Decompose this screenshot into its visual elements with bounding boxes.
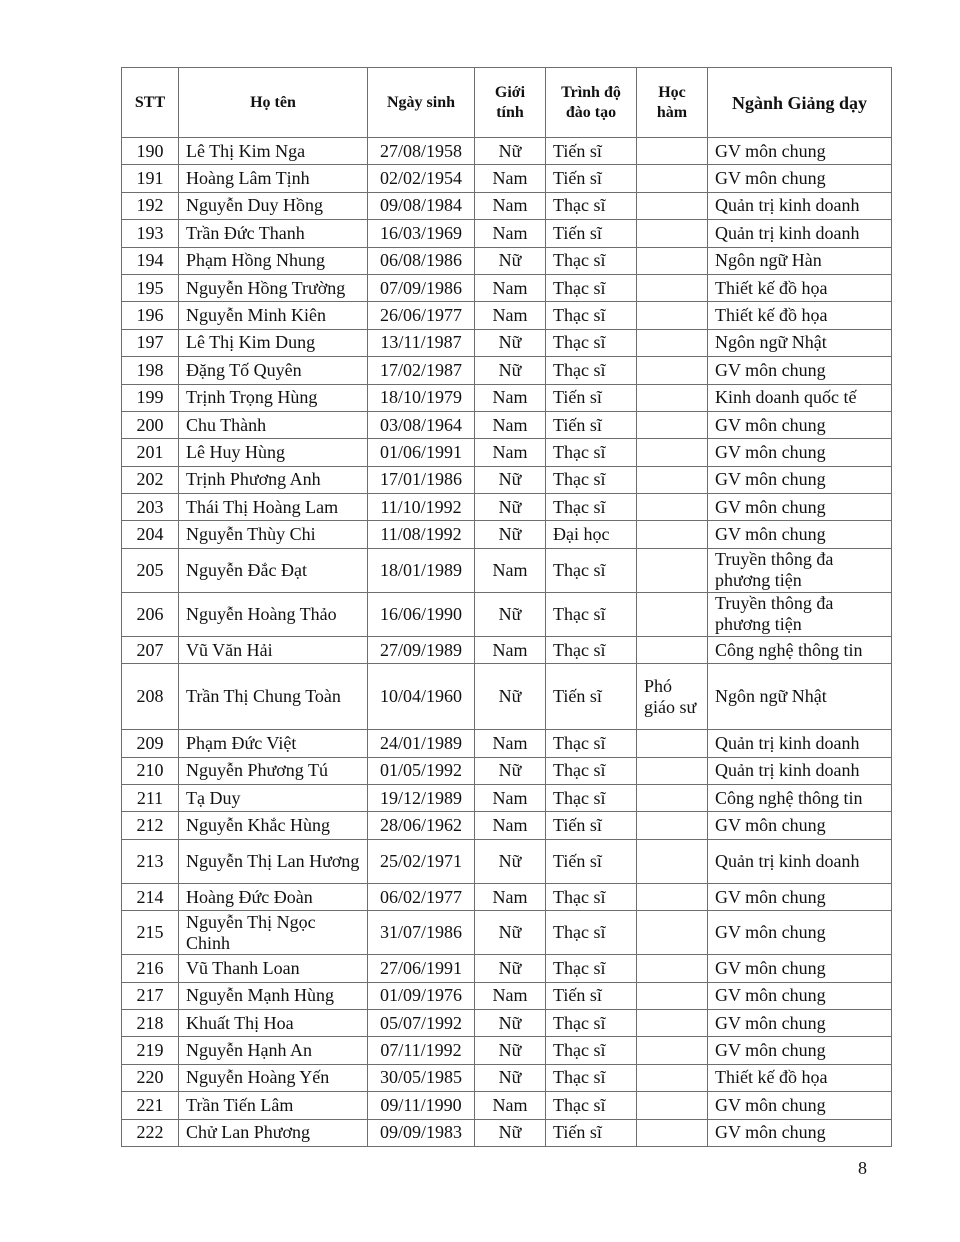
degree-cell: Thạc sĩ bbox=[546, 785, 637, 812]
table-row bbox=[122, 521, 892, 548]
field-cell: GV môn chung bbox=[708, 1119, 892, 1146]
name-cell: Vũ Thanh Loan bbox=[179, 955, 368, 982]
table-row bbox=[122, 812, 892, 839]
gender-cell: Nam bbox=[475, 883, 546, 910]
name-cell: Khuất Thị Hoa bbox=[179, 1009, 368, 1036]
degree-cell: Thạc sĩ bbox=[546, 1064, 637, 1091]
academic-title-cell bbox=[637, 220, 708, 247]
academic-title-cell bbox=[637, 411, 708, 438]
academic-title-cell bbox=[637, 384, 708, 411]
dob-cell: 02/02/1954 bbox=[368, 165, 475, 192]
dob-cell: 09/09/1983 bbox=[368, 1119, 475, 1146]
degree-cell: Thạc sĩ bbox=[546, 592, 637, 636]
table-body bbox=[122, 138, 892, 1147]
academic-title-cell bbox=[637, 466, 708, 493]
table-row bbox=[122, 757, 892, 784]
table-row bbox=[122, 730, 892, 757]
name-cell: Nguyễn Hồng Trường bbox=[179, 274, 368, 301]
gender-cell: Nam bbox=[475, 785, 546, 812]
stt-cell: 212 bbox=[122, 812, 179, 839]
degree-cell: Thạc sĩ bbox=[546, 955, 637, 982]
field-cell: GV môn chung bbox=[708, 1009, 892, 1036]
academic-title-cell bbox=[637, 1064, 708, 1091]
staff-table bbox=[121, 67, 892, 1147]
stt-cell: 215 bbox=[122, 911, 179, 955]
dob-cell: 26/06/1977 bbox=[368, 302, 475, 329]
stt-cell: 219 bbox=[122, 1037, 179, 1064]
name-cell: Hoàng Đức Đoàn bbox=[179, 883, 368, 910]
dob-cell: 07/11/1992 bbox=[368, 1037, 475, 1064]
gender-cell: Nam bbox=[475, 439, 546, 466]
dob-cell: 05/07/1992 bbox=[368, 1009, 475, 1036]
stt-cell: 214 bbox=[122, 883, 179, 910]
table-row bbox=[122, 664, 892, 730]
name-cell: Đặng Tố Quyên bbox=[179, 357, 368, 384]
stt-cell: 209 bbox=[122, 730, 179, 757]
degree-cell: Tiến sĩ bbox=[546, 384, 637, 411]
field-cell: Quản trị kinh doanh bbox=[708, 730, 892, 757]
table-header-row bbox=[122, 68, 892, 138]
table-row bbox=[122, 302, 892, 329]
academic-title-cell bbox=[637, 757, 708, 784]
stt-cell: 193 bbox=[122, 220, 179, 247]
table-row bbox=[122, 439, 892, 466]
stt-cell: 203 bbox=[122, 494, 179, 521]
stt-cell: 221 bbox=[122, 1092, 179, 1119]
degree-cell: Tiến sĩ bbox=[546, 220, 637, 247]
gender-cell: Nam bbox=[475, 636, 546, 663]
degree-cell: Tiến sĩ bbox=[546, 812, 637, 839]
dob-cell: 16/03/1969 bbox=[368, 220, 475, 247]
dob-cell: 19/12/1989 bbox=[368, 785, 475, 812]
degree-cell: Thạc sĩ bbox=[546, 548, 637, 592]
degree-cell: Thạc sĩ bbox=[546, 274, 637, 301]
table-row bbox=[122, 1064, 892, 1091]
table-row bbox=[122, 494, 892, 521]
degree-cell: Tiến sĩ bbox=[546, 839, 637, 883]
dob-cell: 06/02/1977 bbox=[368, 883, 475, 910]
academic-title-cell bbox=[637, 548, 708, 592]
degree-cell: Tiến sĩ bbox=[546, 165, 637, 192]
degree-cell: Thạc sĩ bbox=[546, 1009, 637, 1036]
table-row bbox=[122, 955, 892, 982]
dob-cell: 24/01/1989 bbox=[368, 730, 475, 757]
name-cell: Nguyễn Phương Tú bbox=[179, 757, 368, 784]
stt-cell: 217 bbox=[122, 982, 179, 1009]
name-cell: Lê Huy Hùng bbox=[179, 439, 368, 466]
table-row bbox=[122, 1037, 892, 1064]
gender-cell: Nữ bbox=[475, 839, 546, 883]
gender-cell: Nữ bbox=[475, 466, 546, 493]
field-cell: GV môn chung bbox=[708, 521, 892, 548]
stt-cell: 210 bbox=[122, 757, 179, 784]
academic-title-cell bbox=[637, 955, 708, 982]
dob-cell: 17/02/1987 bbox=[368, 357, 475, 384]
field-cell: GV môn chung bbox=[708, 165, 892, 192]
name-cell: Nguyễn Duy Hồng bbox=[179, 192, 368, 219]
academic-title-cell bbox=[637, 1119, 708, 1146]
degree-cell: Thạc sĩ bbox=[546, 247, 637, 274]
table-row bbox=[122, 839, 892, 883]
field-cell: Kinh doanh quốc tế bbox=[708, 384, 892, 411]
gender-cell: Nữ bbox=[475, 664, 546, 730]
dob-cell: 01/09/1976 bbox=[368, 982, 475, 1009]
dob-cell: 27/08/1958 bbox=[368, 138, 475, 165]
field-cell: Thiết kế đồ họa bbox=[708, 274, 892, 301]
name-cell: Nguyễn Hoàng Yến bbox=[179, 1064, 368, 1091]
stt-cell: 207 bbox=[122, 636, 179, 663]
stt-cell: 205 bbox=[122, 548, 179, 592]
header-dob: Ngày sinh bbox=[368, 68, 475, 138]
table-row bbox=[122, 1092, 892, 1119]
name-cell: Vũ Văn Hải bbox=[179, 636, 368, 663]
gender-cell: Nam bbox=[475, 192, 546, 219]
dob-cell: 01/06/1991 bbox=[368, 439, 475, 466]
field-cell: Quản trị kinh doanh bbox=[708, 220, 892, 247]
degree-cell: Thạc sĩ bbox=[546, 636, 637, 663]
stt-cell: 197 bbox=[122, 329, 179, 356]
stt-cell: 191 bbox=[122, 165, 179, 192]
academic-title-cell bbox=[637, 1009, 708, 1036]
table-row bbox=[122, 165, 892, 192]
dob-cell: 28/06/1962 bbox=[368, 812, 475, 839]
gender-cell: Nữ bbox=[475, 757, 546, 784]
name-cell: Lê Thị Kim Dung bbox=[179, 329, 368, 356]
dob-cell: 01/05/1992 bbox=[368, 757, 475, 784]
table-row bbox=[122, 384, 892, 411]
name-cell: Nguyễn Đắc Đạt bbox=[179, 548, 368, 592]
academic-title-cell bbox=[637, 1037, 708, 1064]
table-row bbox=[122, 636, 892, 663]
dob-cell: 13/11/1987 bbox=[368, 329, 475, 356]
table-row bbox=[122, 1119, 892, 1146]
stt-cell: 199 bbox=[122, 384, 179, 411]
field-cell: GV môn chung bbox=[708, 411, 892, 438]
degree-cell: Thạc sĩ bbox=[546, 494, 637, 521]
header-gender-line2: tính bbox=[496, 103, 524, 121]
degree-cell: Tiến sĩ bbox=[546, 411, 637, 438]
academic-title-cell bbox=[637, 357, 708, 384]
stt-cell: 204 bbox=[122, 521, 179, 548]
gender-cell: Nam bbox=[475, 982, 546, 1009]
table-row bbox=[122, 192, 892, 219]
field-cell: GV môn chung bbox=[708, 1092, 892, 1119]
degree-cell: Thạc sĩ bbox=[546, 1037, 637, 1064]
dob-cell: 18/01/1989 bbox=[368, 548, 475, 592]
academic-title-cell bbox=[637, 439, 708, 466]
field-cell: Ngôn ngữ Nhật bbox=[708, 329, 892, 356]
field-cell: GV môn chung bbox=[708, 812, 892, 839]
dob-cell: 17/01/1986 bbox=[368, 466, 475, 493]
gender-cell: Nam bbox=[475, 165, 546, 192]
gender-cell: Nữ bbox=[475, 1064, 546, 1091]
degree-cell: Thạc sĩ bbox=[546, 1092, 637, 1119]
gender-cell: Nữ bbox=[475, 1009, 546, 1036]
header-field: Ngành Giảng dạy bbox=[708, 68, 892, 138]
gender-cell: Nam bbox=[475, 548, 546, 592]
dob-cell: 03/08/1964 bbox=[368, 411, 475, 438]
academic-title-cell bbox=[637, 494, 708, 521]
table-row bbox=[122, 592, 892, 636]
table-row bbox=[122, 411, 892, 438]
header-degree bbox=[546, 68, 637, 138]
field-cell: Ngôn ngữ Nhật bbox=[708, 664, 892, 730]
table-row bbox=[122, 785, 892, 812]
header-degree-line1: Trình độ bbox=[561, 83, 621, 101]
table-row bbox=[122, 274, 892, 301]
header-title-line1: Học bbox=[658, 83, 686, 101]
name-cell: Trần Tiến Lâm bbox=[179, 1092, 368, 1119]
academic-title-cell: Phó giáo sư bbox=[637, 664, 708, 730]
gender-cell: Nữ bbox=[475, 521, 546, 548]
stt-cell: 222 bbox=[122, 1119, 179, 1146]
table-row bbox=[122, 548, 892, 592]
gender-cell: Nam bbox=[475, 812, 546, 839]
name-cell: Hoàng Lâm Tịnh bbox=[179, 165, 368, 192]
dob-cell: 31/07/1986 bbox=[368, 911, 475, 955]
gender-cell: Nam bbox=[475, 274, 546, 301]
degree-cell: Thạc sĩ bbox=[546, 883, 637, 910]
stt-cell: 201 bbox=[122, 439, 179, 466]
academic-title-cell bbox=[637, 192, 708, 219]
academic-title-cell bbox=[637, 165, 708, 192]
stt-cell: 194 bbox=[122, 247, 179, 274]
stt-cell: 198 bbox=[122, 357, 179, 384]
stt-cell: 200 bbox=[122, 411, 179, 438]
field-cell: Công nghệ thông tin bbox=[708, 785, 892, 812]
field-cell: GV môn chung bbox=[708, 357, 892, 384]
gender-cell: Nữ bbox=[475, 911, 546, 955]
gender-cell: Nữ bbox=[475, 138, 546, 165]
stt-cell: 202 bbox=[122, 466, 179, 493]
gender-cell: Nam bbox=[475, 1092, 546, 1119]
name-cell: Phạm Hồng Nhung bbox=[179, 247, 368, 274]
name-cell: Nguyễn Thị Ngọc Chinh bbox=[179, 911, 368, 955]
table-row bbox=[122, 911, 892, 955]
gender-cell: Nữ bbox=[475, 1119, 546, 1146]
field-cell: GV môn chung bbox=[708, 911, 892, 955]
dob-cell: 30/05/1985 bbox=[368, 1064, 475, 1091]
degree-cell: Thạc sĩ bbox=[546, 439, 637, 466]
header-academic-title bbox=[637, 68, 708, 138]
field-cell: GV môn chung bbox=[708, 466, 892, 493]
name-cell: Nguyễn Hạnh An bbox=[179, 1037, 368, 1064]
degree-cell: Tiến sĩ bbox=[546, 138, 637, 165]
table-row bbox=[122, 1009, 892, 1036]
academic-title-cell bbox=[637, 247, 708, 274]
gender-cell: Nữ bbox=[475, 955, 546, 982]
field-cell: GV môn chung bbox=[708, 982, 892, 1009]
dob-cell: 18/10/1979 bbox=[368, 384, 475, 411]
name-cell: Thái Thị Hoàng Lam bbox=[179, 494, 368, 521]
field-cell: Ngôn ngữ Hàn bbox=[708, 247, 892, 274]
degree-cell: Thạc sĩ bbox=[546, 302, 637, 329]
gender-cell: Nam bbox=[475, 384, 546, 411]
field-cell: Quản trị kinh doanh bbox=[708, 192, 892, 219]
degree-cell: Thạc sĩ bbox=[546, 911, 637, 955]
field-cell: Thiết kế đồ họa bbox=[708, 1064, 892, 1091]
stt-cell: 208 bbox=[122, 664, 179, 730]
field-cell: GV môn chung bbox=[708, 1037, 892, 1064]
header-stt: STT bbox=[122, 68, 179, 138]
name-cell: Phạm Đức Việt bbox=[179, 730, 368, 757]
gender-cell: Nữ bbox=[475, 329, 546, 356]
field-cell: GV môn chung bbox=[708, 494, 892, 521]
dob-cell: 16/06/1990 bbox=[368, 592, 475, 636]
academic-title-cell bbox=[637, 274, 708, 301]
page-number: 8 bbox=[858, 1158, 867, 1178]
gender-cell: Nữ bbox=[475, 494, 546, 521]
name-cell: Trần Đức Thanh bbox=[179, 220, 368, 247]
academic-title-cell bbox=[637, 883, 708, 910]
field-cell: Công nghệ thông tin bbox=[708, 636, 892, 663]
name-cell: Nguyễn Hoàng Thảo bbox=[179, 592, 368, 636]
field-cell: Quản trị kinh doanh bbox=[708, 839, 892, 883]
name-cell: Nguyễn Thị Lan Hương bbox=[179, 839, 368, 883]
dob-cell: 07/09/1986 bbox=[368, 274, 475, 301]
stt-cell: 196 bbox=[122, 302, 179, 329]
table-row bbox=[122, 357, 892, 384]
dob-cell: 09/11/1990 bbox=[368, 1092, 475, 1119]
field-cell: GV môn chung bbox=[708, 138, 892, 165]
dob-cell: 11/10/1992 bbox=[368, 494, 475, 521]
name-cell: Trần Thị Chung Toàn bbox=[179, 664, 368, 730]
table-row bbox=[122, 220, 892, 247]
academic-title-cell bbox=[637, 636, 708, 663]
academic-title-cell bbox=[637, 812, 708, 839]
stt-cell: 216 bbox=[122, 955, 179, 982]
gender-cell: Nam bbox=[475, 220, 546, 247]
academic-title-cell bbox=[637, 911, 708, 955]
academic-title-cell bbox=[637, 329, 708, 356]
degree-cell: Thạc sĩ bbox=[546, 757, 637, 784]
name-cell: Tạ Duy bbox=[179, 785, 368, 812]
academic-title-cell bbox=[637, 982, 708, 1009]
field-cell: Truyền thông đa phương tiện bbox=[708, 592, 892, 636]
degree-cell: Thạc sĩ bbox=[546, 357, 637, 384]
table-row bbox=[122, 247, 892, 274]
name-cell: Lê Thị Kim Nga bbox=[179, 138, 368, 165]
name-cell: Nguyễn Thùy Chi bbox=[179, 521, 368, 548]
degree-cell: Thạc sĩ bbox=[546, 466, 637, 493]
academic-title-cell bbox=[637, 1092, 708, 1119]
dob-cell: 25/02/1971 bbox=[368, 839, 475, 883]
degree-cell: Thạc sĩ bbox=[546, 730, 637, 757]
field-cell: GV môn chung bbox=[708, 955, 892, 982]
gender-cell: Nữ bbox=[475, 357, 546, 384]
header-title-line2: hàm bbox=[656, 103, 688, 121]
name-cell: Trịnh Phương Anh bbox=[179, 466, 368, 493]
name-cell: Chu Thành bbox=[179, 411, 368, 438]
gender-cell: Nam bbox=[475, 302, 546, 329]
academic-title-cell bbox=[637, 302, 708, 329]
table-row bbox=[122, 138, 892, 165]
stt-cell: 195 bbox=[122, 274, 179, 301]
stt-cell: 220 bbox=[122, 1064, 179, 1091]
name-cell: Nguyễn Minh Kiên bbox=[179, 302, 368, 329]
dob-cell: 06/08/1986 bbox=[368, 247, 475, 274]
header-degree-line2: đào tạo bbox=[565, 103, 617, 121]
academic-title-cell bbox=[637, 521, 708, 548]
field-cell: Quản trị kinh doanh bbox=[708, 757, 892, 784]
field-cell: Truyền thông đa phương tiện bbox=[708, 548, 892, 592]
degree-cell: Tiến sĩ bbox=[546, 664, 637, 730]
name-cell: Chử Lan Phương bbox=[179, 1119, 368, 1146]
header-gender-line1: Giới bbox=[494, 83, 526, 101]
name-cell: Nguyễn Khắc Hùng bbox=[179, 812, 368, 839]
dob-cell: 11/08/1992 bbox=[368, 521, 475, 548]
name-cell: Nguyễn Mạnh Hùng bbox=[179, 982, 368, 1009]
stt-cell: 213 bbox=[122, 839, 179, 883]
dob-cell: 10/04/1960 bbox=[368, 664, 475, 730]
stt-cell: 218 bbox=[122, 1009, 179, 1036]
header-name: Họ tên bbox=[179, 68, 368, 138]
field-cell: GV môn chung bbox=[708, 439, 892, 466]
table-row bbox=[122, 466, 892, 493]
table-row bbox=[122, 982, 892, 1009]
degree-cell: Đại học bbox=[546, 521, 637, 548]
gender-cell: Nữ bbox=[475, 592, 546, 636]
table-row bbox=[122, 883, 892, 910]
degree-cell: Tiến sĩ bbox=[546, 1119, 637, 1146]
gender-cell: Nữ bbox=[475, 1037, 546, 1064]
stt-cell: 206 bbox=[122, 592, 179, 636]
field-cell: Thiết kế đồ họa bbox=[708, 302, 892, 329]
academic-title-cell bbox=[637, 839, 708, 883]
stt-cell: 190 bbox=[122, 138, 179, 165]
dob-cell: 09/08/1984 bbox=[368, 192, 475, 219]
field-cell: GV môn chung bbox=[708, 883, 892, 910]
stt-cell: 211 bbox=[122, 785, 179, 812]
degree-cell: Thạc sĩ bbox=[546, 192, 637, 219]
dob-cell: 27/09/1989 bbox=[368, 636, 475, 663]
dob-cell: 27/06/1991 bbox=[368, 955, 475, 982]
gender-cell: Nam bbox=[475, 411, 546, 438]
gender-cell: Nữ bbox=[475, 247, 546, 274]
academic-title-cell bbox=[637, 730, 708, 757]
header-gender bbox=[475, 68, 546, 138]
stt-cell: 192 bbox=[122, 192, 179, 219]
degree-cell: Thạc sĩ bbox=[546, 329, 637, 356]
table-row bbox=[122, 329, 892, 356]
degree-cell: Tiến sĩ bbox=[546, 982, 637, 1009]
academic-title-cell bbox=[637, 138, 708, 165]
academic-title-cell bbox=[637, 785, 708, 812]
gender-cell: Nam bbox=[475, 730, 546, 757]
name-cell: Trịnh Trọng Hùng bbox=[179, 384, 368, 411]
academic-title-cell bbox=[637, 592, 708, 636]
